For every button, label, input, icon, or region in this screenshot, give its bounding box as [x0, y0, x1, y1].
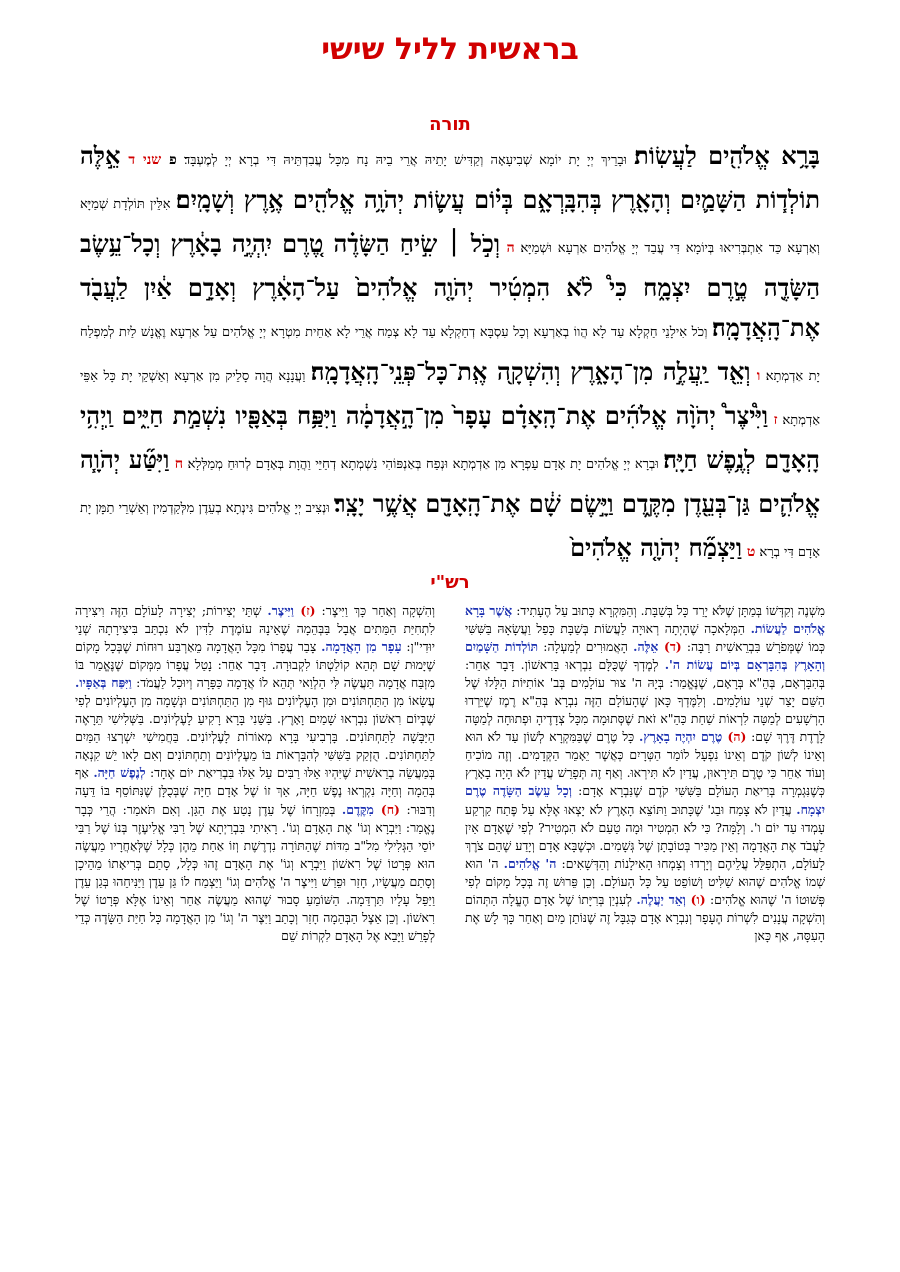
- targum-text: וְכֹל אִילָנֵי חַקְלָא עַד לָא הֲווֹ בְאַרְעָא וְכָל עִסְבָּא דְחַקְלָא עַד לָא צְמַח אֲרֵי לָא אַחֵית מִטְרָא יְיָ אֱלֹהִים עַל אַרְעָא וֶאֱנָשׁ לַיִת לְמִפְלַח יָת אַדְמְתָא׃: [80, 325, 820, 384]
- verse-number: ז: [768, 412, 778, 428]
- rashi-text: אַף בְּהֵמָה וְחַיָּה נִקְרְאוּ נֶפֶשׁ חַיָּה, אַךְ זוֹ שֶׁל אָדָם חַיָּה שֶׁבְּכֻלָּן שֶׁנִּתּוֹסֵף בּוֹ דֵּעָה וְדִבּוּר:: [75, 765, 435, 817]
- rashi-dibur-hamatchil: לְנֶפֶשׁ חַיָּה.: [93, 765, 146, 781]
- rashi-dibur-hamatchil: תּוֹלְדוֹת הַשָּׁמַיִם וְהָאָרֶץ בְּהִבָּרְאָם בְּיוֹם עֲשׂוֹת ה'.: [465, 639, 825, 673]
- torah-verse: וַיִּטַּ֞ע יְהֹוָ֧ה אֱלֹהִ֛ים גַּן־בְּעֵ֖דֶן מִקֶּ֑דֶם וַיָּ֣שֶׂם שָׁ֔ם אֶת־הָֽאָדָ֖ם אֲשֶׁ֥ר יָצָֽר׃: [80, 445, 821, 518]
- rashi-dibur-hamatchil: וַיִּיצֶר.: [267, 603, 301, 618]
- verse-number: ד: [120, 152, 136, 168]
- targum-text: וַעֲנָנָא הֲוָה סָלֵיק מִן אַרְעָא וְאַשְׁקֵי יָת כָּל אַפֵּי אַדְמְתָא׃: [80, 369, 820, 428]
- torah-verse: וְאֵ֖ד יַֽעֲלֶ֣ה מִן־הָאָ֑רֶץ וְהִשְׁקָ֖ה אֶֽת־כָּל־פְּנֵֽי־הָֽאֲדָמָֽה׃: [310, 357, 751, 386]
- parasha-marker: פ: [169, 152, 177, 168]
- rashi-dibur-hamatchil: ה' אֱלֹהִים.: [503, 855, 557, 871]
- aliya-marker: שני: [135, 152, 170, 168]
- rashi-text: הָאֲמוּרִים לְמַעְלָה:: [538, 639, 634, 655]
- rashi-text: לְעִנְיַן בְּרִיָּתוֹ שֶׁל אָדָם הֶעֱלָה הַתְּהוֹם וְהִשְׁקָה עֲנָנִים לִשְׁרוֹת הֶעָפָר וְנִבְרָא אָדָם כְּגַבָּל זֶה שֶׁנּוֹתֵן מַיִם וְאַחַר כָּךְ לָשׁ אֶת הָעִסָּה, אַף כָּאן: [465, 891, 825, 943]
- rashi-heading: רש"י: [430, 572, 470, 593]
- rashi-dibur-hamatchil: וְכָל עֵשֶׂב הַשָּׂדֶה טֶרֶם יִצְמָח.: [465, 783, 825, 817]
- rashi-text: כָּל טֶרֶם שֶׁבַּמִּקְרָא לְשׁוֹן עַד לֹא הוּא וְאֵינוֹ לְשׁוֹן קֹדֶם וְאֵינוֹ נִפְעָל לוֹמַר הַטְּרָיִם כְּאֲשֶׁר יֵאָמֵר הַקְּדָמִים. וְזֶה מוֹכִיחַ וְעוֹד אַחֵר כִּי טֶרֶם תִּירָאוּן, עֲדַיִן לֹא תִּירְאוּ. וְאַף זֶה תְּפָרֵשׁ עֲדַיִן לֹא הָיָה בָאָרֶץ כְּשֶׁנִּגְמְרָה בְּרִיאַת הָעוֹלָם בַּשִּׁשִּׁי קֹדֶם שֶׁנִּבְרָא אָדָם:: [465, 729, 825, 799]
- targum-text: וּבְרָא יְיָ אֱלֹהִים יָת אָדָם עַפְרָא מִן אַדְמְתָא וּנְפַח בְּאַנְפּוֹהִי נִשְׁמְתָא דְחַיֵּי וַהֲוָת בְּאָדָם לְרוּחַ מְמַלְּלָא׃: [183, 457, 664, 472]
- torah-heading: תורה: [429, 114, 471, 135]
- rashi-verse-ref: (ז): [300, 603, 316, 618]
- rashi-dibur-hamatchil: עָפָר מִן הָאֲדָמָה.: [321, 639, 402, 655]
- rashi-text: עֲשָׂאוֹ מִן הַתַּחְתּוֹנִים וּמִן הָעֶלְיוֹנִים גּוּף מִן הַתַּחְתּוֹנִים וּנְשָׁמָה מִן הָעֶלְיוֹנִים לְפִי שֶׁבְּיוֹם רִאשׁוֹן נִבְרְאוּ שָׁמַיִם וָאָרֶץ. בַּשֵּׁנִי בָּרָא רָקִיעַ לָעֶלְיוֹנִים. בַּשְּׁלִישִׁי תֵּרָאֶה הַיַּבָּשָׁה לַתַּחְתּוֹנִים. בָּרְבִיעִי בָּרָא מְאוֹרוֹת לָעֶלְיוֹנִים. בַּחֲמִישִׁי יִשְׁרְצוּ הַמַּיִם לַתַּחְתּוֹנִים. הֻזְקַק בַּשִּׁשִּׁי לְהִבָּרְאוֹת בּוֹ מֵעֶלְיוֹנִים וְתַחְתּוֹנִים וְאִם לָאו יֵשׁ קִנְאָה בְּמַעֲשֵׂה בְרֵאשִׁית שֶׁיִּהְיוּ אֵלּוּ רַבִּים עַל אֵלּוּ בִּבְרִיאַת יוֹם אֶחָד:: [75, 693, 435, 781]
- rashi-verse-ref: (ח): [380, 801, 400, 817]
- rashi-commentary: [75, 602, 825, 1252]
- verse-number: ט: [741, 544, 756, 560]
- verse-number: ה: [499, 240, 515, 256]
- rashi-text: הַמְּלָאכָה שֶׁהָיְתָה רְאוּיָה לַעֲשׂוֹת בְּשַׁבָּת כָּפַל וַעֲשָׂאָהּ בַּשִּׁשִּׁי כְּמוֹ שֶׁמְּפֹרָשׁ בִּבְרֵאשִׁית רַבָּה:: [465, 621, 825, 655]
- rashi-text: צָבַר עֲפָרוֹ מִכָּל הָאֲדָמָה מֵאַרְבַּע רוּחוֹת שֶׁבְּכָל מָקוֹם שֶׁיָּמוּת שָׁם תְּהֵא קוֹלַטְתּוֹ לִקְבוּרָה. דָּבָר אַחֵר: נָטַל עֲפָרוֹ מִמְּקוֹם שֶׁנֶּאֱמַר בּוֹ מִזְבַּח אֲדָמָה תַּעֲשֶׂה לִּי הַלְוַאי תְּהֵא לוֹ אֲדָמָה כַּפָּרָה וְיוּכַל לַעֲמֹד:: [75, 639, 435, 691]
- torah-verse: וַיַּצְמַ֞ח יְהֹוָ֤ה אֱלֹהִים֙: [570, 533, 742, 562]
- targum-text: אִלֵּין תּוֹלְדָת שְׁמַיָּא וְאַרְעָא כַּד אִתְבְּרִיאוּ בְּיוֹמָא דִּי עֲבַד יְיָ אֱלֹהִים אַרְעָא וּשְׁמַיָּא׃: [80, 197, 820, 256]
- rashi-verse-ref: (ו): [690, 891, 706, 907]
- rashi-text: ה' הוּא שְׁמוֹ אֱלֹהִים שֶׁהוּא שַׁלִּיט וְשׁוֹפֵט עַל כָּל הָעוֹלָם. וְכֵן פֵּרוּשׁ זֶה בְּכָל מָקוֹם לְפִי פְּשׁוּטוֹ ה' שֶׁהוּא אֱלֹהִים:: [465, 855, 825, 907]
- rashi-text: שְׁתֵּי יְצִירוֹת; יְצִירָה לָעוֹלָם הַזֶּה וִיצִירָה לִתְחִיַּת הַמֵּתִים אֲבָל בַּבְּהֵמָה שֶׁאֵינָהּ עוֹמֶדֶת לַדִּין לֹא נִכְתַּב בִּיצִירָתָהּ שְׁנֵי יוּדִי"ן:: [75, 603, 435, 655]
- targum-text: וּנְצִיב יְיָ אֱלֹהִים גִּינְתָא בְעֵדֶן מִלְּקַדְמִין וְאַשְׁרֵי תַמָּן יָת אָדָם דִּי בְרָא׃: [80, 501, 820, 560]
- rashi-verse-ref: (ד): [663, 639, 682, 655]
- rashi-dibur-hamatchil: מִקֶּדֶם.: [341, 801, 381, 817]
- torah-verse: בָּרָ֥א אֱלֹהִ֖ים לַעֲשֽׂוֹת׃: [634, 141, 820, 170]
- rashi-column-left: [75, 602, 435, 945]
- rashi-dibur-hamatchil: אֲשֶׁר בָּרָא אֱלֹהִים לַעֲשׂוֹת.: [465, 603, 825, 637]
- rashi-text: וְהִשְׁקָה וְאַחַר כָּךְ וַיִּיצֶר:: [315, 603, 436, 618]
- rashi-dibur-hamatchil: וַיִּפַּח בְּאַפָּיו.: [75, 675, 132, 691]
- targum-text: וּבָרֵיךְ יְיָ יָת יוֹמָא שְׁבִיעָאָה וְקַדִּישׁ יָתֵיהּ אֲרֵי בֵיהּ נָח מִכָּל עֲבִדְתֵּיהּ דִּי בְרָא יְיָ לְמֶעְבָּד׃: [176, 153, 635, 168]
- page-title: בראשית לליל שישי: [321, 32, 579, 67]
- rashi-text: מִשְׁנֶה וְקִדְּשׁוֹ בְּמַתָּן שֶׁלֹּא יָרַד כָּל בְּשַׁבָּת. וְהַמִּקְרָא כָּתוּב עַל הֶעָתִיד:: [512, 603, 825, 618]
- torah-verse: אֵ֣לֶּה תוֹלְד֧וֹת הַשָּׁמַ֛יִם וְהָאָ֖רֶץ בְּהִבָּֽרְאָ֑ם בְּי֗וֹם עֲשׂ֛וֹת יְהֹוָ֥ה אֱלֹהִ֖ים אֶ֥רֶץ וְשָׁמָֽיִם׃: [80, 141, 820, 214]
- rashi-column-right: [465, 602, 825, 945]
- torah-verse: וַיִּ֩יצֶר֩ יְהֹוָ֨ה אֱלֹהִ֜ים אֶת־הָֽאָדָ֗ם עָפָר֙ מִן־הָ֣אֲדָמָ֔ה וַיִּפַּ֥ח בְּאַפָּ֖יו נִשְׁמַ֣ת חַיִּ֑ים וַֽיְהִ֥י הָֽאָדָ֖ם לְנֶ֥פֶשׁ חַיָּֽה׃: [80, 401, 820, 474]
- verse-number: ח: [169, 456, 183, 472]
- rashi-dibur-hamatchil: אֵלֶּה.: [633, 639, 664, 655]
- rashi-text: לְמֶדְךָ שֶׁכֻּלָּם נִבְרְאוּ בָּרִאשׁוֹן. דָּבָר אַחֵר: בְּהִבָּרְאָם, בְּהֵ"א בְּרָאָם, שֶׁנֶּאֱמַר: בְּיָהּ ה' צוּר עוֹלָמִים בְּב' אוֹתִיּוֹת הַלָּלוּ שֶׁל הַשֵּׁם יָצַר שְׁנֵי עוֹלָמִים. וְלִמֶּדְךָ כָּאן שֶׁהָעוֹלָם הַזֶּה נִבְרָא בְּהֵ"א רֶמֶז שֶׁיֵּרְדוּ הָרְשָׁעִים לְמַטָּה לִרְאוֹת שַׁחַת כַּהֵ"א זֹאת שֶׁסְּתוּמָה מִכָּל צְדָדֶיהָ וּפְתוּחָה לְמַטָּה לָרֶדֶת דֶּרֶךְ שָׁם:: [465, 657, 825, 745]
- rashi-text: עֲדַיִן לֹא צָמַח וּבַג' שֶׁכָּתוּב וַתּוֹצֵא הָאָרֶץ לֹא יָצְאוּ אֶלָּא עַל פֶּתַח קַרְקַע עָמְדוּ עַד יוֹם ו'. וְלָמָּה? כִּי לֹא הִמְטִיר וּמָה טַעַם לֹא הִמְטִיר? לְפִי שֶׁאָדָם אַיִן לַעֲבֹד אֶת הָאֲדָמָה וְאֵין מַכִּיר בְּטוֹבָתָן שֶׁל גְּשָׁמִים. וּכְשֶׁבָּא אָדָם וְיָדַע שֶׁהֵם צֹרֶךְ לָעוֹלָם, הִתְפַּלֵּל עֲלֵיהֶם וְיָרְדוּ וְצָמְחוּ הָאִילָנוֹת וְהַדְּשָׁאִים:: [465, 801, 825, 871]
- rashi-dibur-hamatchil: וְאֵד יַעֲלֶה.: [636, 891, 691, 907]
- rashi-dibur-hamatchil: טֶרֶם יִהְיֶה בָאָרֶץ.: [639, 729, 728, 745]
- verse-number: ו: [750, 368, 761, 384]
- rashi-verse-ref: (ה): [727, 729, 747, 745]
- torah-verse: וְכֹ֣ל ׀ שִׂ֣יחַ הַשָּׂדֶ֗ה טֶ֚רֶם יִֽהְיֶ֣ה בָאָ֔רֶץ וְכָל־עֵ֥שֶׂב הַשָּׂדֶ֖ה טֶ֣רֶם יִצְמָ֑ח כִּי֩ לֹ֨א הִמְטִ֜יר יְהֹוָ֤ה אֱלֹהִים֙ עַל־הָאָ֔רֶץ וְאָדָ֣ם אַ֔יִן לַֽעֲבֹ֖ד אֶת־הָֽאֲדָמָֽה׃: [80, 229, 820, 342]
- torah-text: [80, 136, 820, 572]
- rashi-text: בְּמִזְרָחוֹ שֶׁל עֵדֶן נָטַע אֶת הַגַּן. וְאִם תֹּאמַר: הֲרֵי כְּבָר נֶאֱמַר: וַיִּבְרָא וְגוֹ' אֶת הָאָדָם וְגוֹ'. רָאִיתִי בִּבְרַיְתָא שֶׁל רַבִּי אֱלִיעֶזֶר בְּנוֹ שֶׁל רַבִּי יוֹסֵי הַגְּלִילִי מִל"ב מִדּוֹת שֶׁהַתּוֹרָה נִדְרֶשֶׁת וְזוֹ אַחַת מֵהֶן כְּלָל שֶׁלְּאַחֲרָיו מַעֲשֶׂה הוּא פְּרָטוֹ שֶׁל רִאשׁוֹן וַיִּבְרָא וְגוֹ' אֶת הָאָדָם זֶהוּ כְּלָל, סָתַם בְּרִיאָתוֹ מֵהֵיכָן וְסָתַם מַעֲשָׂיו, חָזַר וּפֵרַשׁ וַיִּיצֶר ה' אֱלֹהִים וְגוֹ' וַיַּצְמַח לוֹ גַּן עֵדֶן וַיַּנִּיחֵהוּ בְּגַן עֵדֶן וַיַּפֵּל עָלָיו תַּרְדֵּמָה. הַשּׁוֹמֵעַ סָבוּר שֶׁהוּא מַעֲשֶׂה אַחֵר וְאֵינוֹ אֶלָּא פְּרָטוֹ שֶׁל רִאשׁוֹן. וְכֵן אֵצֶל הַבְּהֵמָה חָזַר וְכָתַב וַיִּצֶר ה' וְגוֹ' מִן הָאֲדָמָה כָּל חַיַּת הַשָּׂדֶה כְּדֵי לְפָרֵשׁ וַיָּבֵא אֶל הָאָדָם לִקְרוֹת שֵׁם: [75, 801, 435, 943]
